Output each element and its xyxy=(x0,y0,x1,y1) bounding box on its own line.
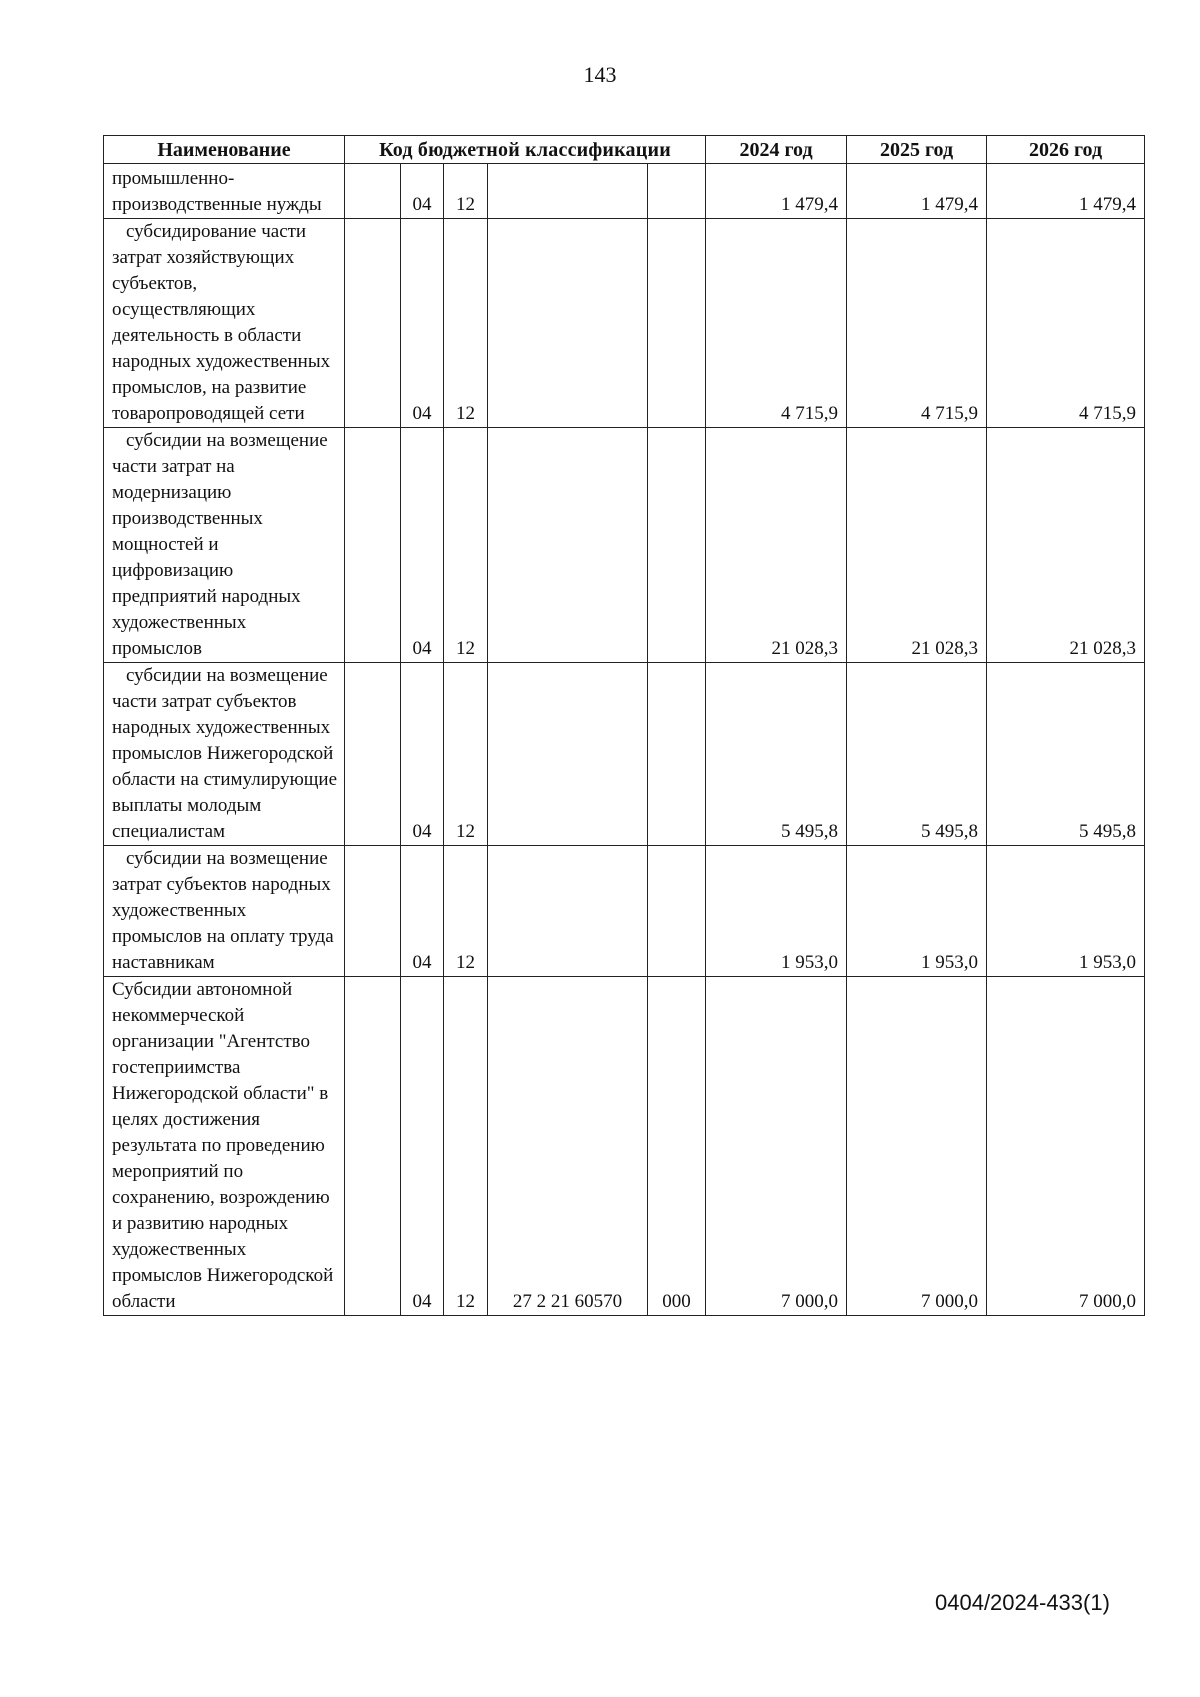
row-section: 04 xyxy=(401,977,444,1316)
row-name: промышленно-производственные нужды xyxy=(104,164,345,219)
row-value-2024: 7 000,0 xyxy=(706,977,847,1316)
row-target xyxy=(488,164,648,219)
table-header-row xyxy=(104,136,1145,164)
budget-table xyxy=(103,135,1145,1316)
row-type xyxy=(648,164,706,219)
row-target xyxy=(488,846,648,977)
row-value-2024: 5 495,8 xyxy=(706,663,847,846)
row-section: 04 xyxy=(401,428,444,663)
row-target xyxy=(488,219,648,428)
row-value-2024: 1 953,0 xyxy=(706,846,847,977)
row-type xyxy=(648,428,706,663)
row-subsection: 12 xyxy=(444,846,488,977)
row-name: субсидии на возмещение части затрат на модернизацию производственных мощностей и цифровизацию предприятий народных художественных промыслов xyxy=(104,428,345,663)
row-subsection: 12 xyxy=(444,164,488,219)
table-row xyxy=(104,977,1145,1316)
row-code-blank xyxy=(345,846,401,977)
row-code-blank xyxy=(345,428,401,663)
row-value-2025: 21 028,3 xyxy=(847,428,987,663)
row-type xyxy=(648,846,706,977)
row-subsection: 12 xyxy=(444,663,488,846)
row-value-2026: 5 495,8 xyxy=(987,663,1145,846)
row-value-2025: 1 479,4 xyxy=(847,164,987,219)
row-value-2025: 1 953,0 xyxy=(847,846,987,977)
row-target xyxy=(488,428,648,663)
row-name: субсидирование части затрат хозяйствующих субъектов, осуществляющих деятельность в области народных художественных промыслов, на развитие товаропроводящей сети xyxy=(104,219,345,428)
row-section: 04 xyxy=(401,164,444,219)
table-row xyxy=(104,428,1145,663)
row-value-2025: 5 495,8 xyxy=(847,663,987,846)
row-type: 000 xyxy=(648,977,706,1316)
table-row xyxy=(104,663,1145,846)
row-value-2026: 1 953,0 xyxy=(987,846,1145,977)
row-code-blank xyxy=(345,663,401,846)
page-number: 143 xyxy=(583,62,617,87)
table-row xyxy=(104,219,1145,428)
header-2025: 2025 год xyxy=(847,136,987,164)
row-section: 04 xyxy=(401,219,444,428)
document-code: 0404/2024-433(1) xyxy=(935,1590,1110,1615)
row-name: Субсидии автономной некоммерческой организации "Агентство гостеприимства Нижегородской области" в целях достижения результата по проведению мероприятий по сохранению, возрождению и развитию народных художественных промыслов Нижегородской области xyxy=(104,977,345,1316)
row-value-2026: 4 715,9 xyxy=(987,219,1145,428)
row-name: субсидии на возмещение затрат субъектов народных художественных промыслов на оплату труда наставникам xyxy=(104,846,345,977)
row-subsection: 12 xyxy=(444,219,488,428)
row-subsection: 12 xyxy=(444,428,488,663)
row-name: субсидии на возмещение части затрат субъектов народных художественных промыслов Нижегородской области на стимулирующие выплаты молодым специалистам xyxy=(104,663,345,846)
row-value-2024: 1 479,4 xyxy=(706,164,847,219)
row-code-blank xyxy=(345,164,401,219)
row-value-2026: 7 000,0 xyxy=(987,977,1145,1316)
table-row xyxy=(104,164,1145,219)
header-2026: 2026 год xyxy=(987,136,1145,164)
row-section: 04 xyxy=(401,846,444,977)
header-2024: 2024 год xyxy=(706,136,847,164)
row-type xyxy=(648,663,706,846)
table-row xyxy=(104,846,1145,977)
row-value-2026: 21 028,3 xyxy=(987,428,1145,663)
header-name: Наименование xyxy=(104,136,345,164)
row-value-2024: 4 715,9 xyxy=(706,219,847,428)
row-value-2026: 1 479,4 xyxy=(987,164,1145,219)
row-value-2025: 7 000,0 xyxy=(847,977,987,1316)
row-type xyxy=(648,219,706,428)
row-code-blank xyxy=(345,219,401,428)
row-target: 27 2 21 60570 xyxy=(488,977,648,1316)
row-code-blank xyxy=(345,977,401,1316)
row-subsection: 12 xyxy=(444,977,488,1316)
row-target xyxy=(488,663,648,846)
row-section: 04 xyxy=(401,663,444,846)
row-value-2024: 21 028,3 xyxy=(706,428,847,663)
row-value-2025: 4 715,9 xyxy=(847,219,987,428)
header-budget-code: Код бюджетной классификации xyxy=(345,136,706,164)
